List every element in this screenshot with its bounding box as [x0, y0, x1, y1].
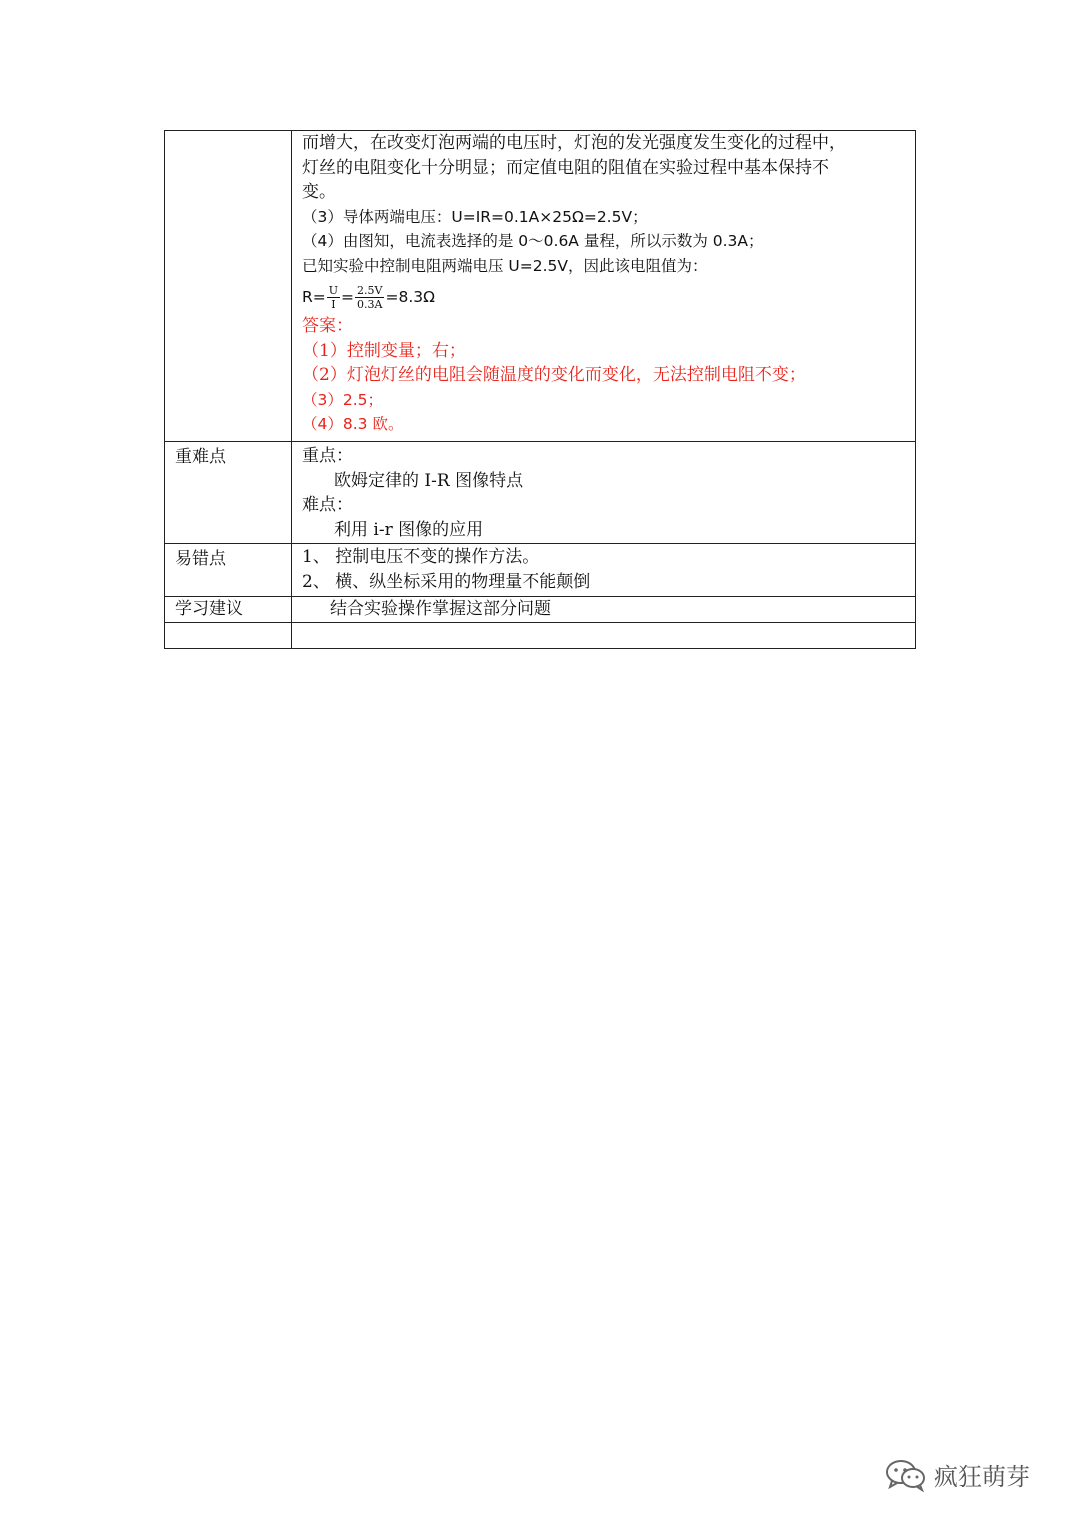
row-label-key-points: 重难点 [165, 442, 292, 544]
fraction-values [355, 284, 384, 311]
table-row-study-advice [165, 597, 916, 623]
answer-line-4: （4）8.3 欧。 [302, 415, 404, 433]
difficulty-title: 难点： [302, 495, 353, 515]
answer-line-2: （2）灯泡灯丝的电阻会随温度的变化而变化，无法控制电阻不变； [302, 365, 806, 385]
formula-prefix: R= [302, 288, 326, 306]
fraction-denominator: I [331, 297, 336, 311]
row-label-empty [165, 131, 292, 442]
row-label-common-mistakes: 易错点 [165, 544, 292, 597]
solution-line-3: 变。 [302, 182, 336, 202]
mistake-item-2: 2、 横、纵坐标采用的物理量不能颠倒 [302, 571, 591, 592]
solution-cell [292, 131, 916, 442]
solution-line-2: 灯丝的电阻变化十分明显；而定值电阻的阻值在实验过程中基本保持不 [302, 157, 829, 178]
formula-equals: = [341, 288, 355, 306]
difficulty-item: 利用 i-r 图像的应用 [334, 519, 484, 540]
formula-result: =8.3Ω [385, 288, 435, 306]
empty-cell [292, 622, 916, 648]
wechat-icon [884, 1458, 928, 1492]
mistake-item-1: 1、 控制电压不变的操作方法。 [302, 547, 540, 567]
row-label-empty [165, 622, 292, 648]
resistance-formula [302, 280, 911, 314]
table-row-common-mistakes [165, 544, 916, 597]
study-advice-text: 结合实验操作掌握这部分问题 [330, 599, 551, 619]
answer-line-1: （1）控制变量；右； [302, 340, 466, 361]
common-mistakes-cell [292, 544, 916, 597]
watermark-text: 疯狂萌芽 [934, 1463, 1030, 1491]
key-point-item: 欧姆定律的 I-R 图像特点 [334, 470, 524, 491]
key-points-cell [292, 442, 916, 544]
fraction-u-over-i [327, 284, 340, 311]
solution-line-5: （4）由图知，电流表选择的是 0～0.6A 量程，所以示数为 0.3A； [302, 232, 764, 250]
solution-line-1: 而增大，在改变灯泡两端的电压时，灯泡的发光强度发生变化的过程中， [302, 133, 846, 153]
key-point-title: 重点： [302, 446, 353, 466]
watermark [884, 1457, 1030, 1492]
solution-line-6: 已知实验中控制电阻两端电压 U=2.5V，因此该电阻值为： [302, 256, 708, 275]
table-row-key-points [165, 442, 916, 544]
study-advice-cell [292, 597, 916, 623]
row-label-study-advice: 学习建议 [165, 597, 292, 623]
fraction-denominator: 0.3A [357, 297, 383, 311]
solution-line-4: （3）导体两端电压：U=IR=0.1A×25Ω=2.5V； [302, 207, 648, 226]
answer-line-3: （3）2.5； [302, 390, 384, 409]
table-row-solution [165, 131, 916, 442]
fraction-numerator: U [328, 283, 339, 297]
lesson-table [164, 130, 916, 649]
fraction-numerator: 2.5V [357, 283, 383, 297]
table-row-empty [165, 622, 916, 648]
answer-title: 答案： [302, 316, 353, 336]
